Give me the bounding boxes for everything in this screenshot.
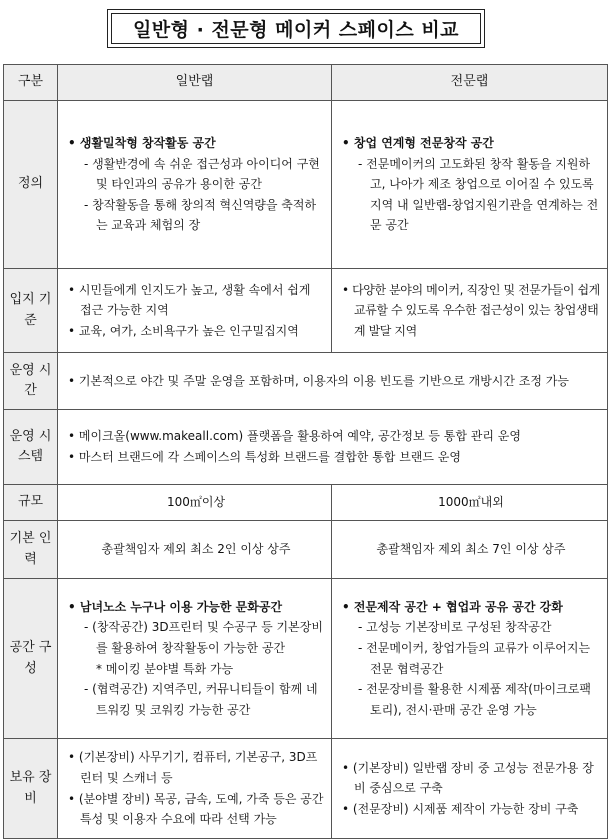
row-label-location: 입지 기준 [4, 269, 58, 353]
equipment-general [58, 739, 332, 839]
list-item: - (창작공간) 3D프린터 및 수공구 등 기본장비를 활용하여 창작활동이 가능한 공간 [84, 620, 323, 655]
list-item: - 전문메이커, 창업가들의 교류가 이루어지는 전문 협력공간 [358, 640, 591, 676]
row-scale [4, 485, 608, 521]
row-hours [4, 353, 608, 410]
definition-expert [332, 101, 608, 269]
header-category: 구분 [4, 65, 58, 101]
staff-expert: 총괄책임자 제외 최소 7인 이상 상주 [332, 521, 608, 579]
list-item: - 고성능 기본장비로 구성된 창작공간 [358, 620, 552, 635]
header-general-lab: 일반랩 [58, 65, 332, 101]
location-expert [332, 269, 608, 353]
list-item: - 전문메이커의 고도화된 창작 활동을 지원하고, 나아가 제조 창업으로 이어질 수 있도록 지역 내 일반랩-창업지원기관을 연계하는 전문 공간 [358, 156, 599, 233]
list-item: * 메이킹 분야별 특화 가능 [96, 661, 234, 676]
row-equipment [4, 739, 608, 839]
list-item: • 생활밀착형 창작활동 공간 [68, 135, 216, 150]
document-title: 일반형 · 전문형 메이커 스페이스 비교 [132, 19, 460, 41]
header-row [4, 65, 608, 101]
list-item: - 전문장비를 활용한 시제품 제작(마이크로팩토리), 전시·판매 공간 운영 가능 [358, 682, 591, 717]
list-item: • 창업 연계형 전문창작 공간 [342, 135, 494, 150]
scale-general: 100㎡이상 [58, 485, 332, 521]
definition-general [58, 101, 332, 269]
row-label-space: 공간 구성 [4, 579, 58, 739]
header-expert-lab: 전문랩 [332, 65, 608, 101]
list-item: • 메이크올(www.makeall.com) 플랫폼을 활용하여 예약, 공간정보 등 통합 관리 운영 [68, 429, 521, 444]
list-item: • 남녀노소 누구나 이용 가능한 문화공간 [68, 599, 283, 614]
row-label-hours: 운영 시간 [4, 353, 58, 410]
row-location [4, 269, 608, 353]
list-item: • (기본장비) 일반랩 장비 중 고성능 전문가용 장비 중심으로 구축 [342, 760, 594, 796]
space-general [58, 579, 332, 739]
list-item: • 전문제작 공간 + 협업과 공유 공간 강화 [342, 599, 563, 614]
staff-general: 총괄책임자 제외 최소 2인 이상 상주 [58, 521, 332, 579]
row-staff [4, 521, 608, 579]
row-label-staff: 기본 인력 [4, 521, 58, 579]
list-item: • (분야별 장비) 목공, 금속, 도예, 가죽 등은 공간 특성 및 이용자 수요에 따라 선택 가능 [68, 791, 324, 827]
location-general [58, 269, 332, 353]
row-definition [4, 101, 608, 269]
row-label-definition: 정의 [4, 101, 58, 269]
list-item: - 창작활동을 통해 창의적 혁신역량을 축적하는 교육과 체험의 장 [84, 197, 317, 233]
space-expert [332, 579, 608, 739]
title-box [107, 9, 485, 48]
list-item: - 생활반경에 속 쉬운 접근성과 아이디어 구현 및 타인과의 공유가 용이한 공간 [84, 156, 320, 192]
list-item: • 마스터 브랜드에 각 스페이스의 특성화 브랜드를 결합한 통합 브랜드 운영 [68, 450, 461, 464]
row-label-equipment: 보유 장비 [4, 739, 58, 839]
list-item: • (전문장비) 시제품 제작이 가능한 장비 구축 [342, 801, 579, 816]
row-label-scale: 규모 [4, 485, 58, 521]
row-system [4, 410, 608, 485]
hours-both [58, 353, 608, 410]
list-item: • 기본적으로 야간 및 주말 운영을 포함하며, 이용자의 이용 빈도를 기반으로 개방시간 조정 가능 [68, 373, 569, 388]
equipment-expert [332, 739, 608, 839]
list-item: - (협력공간) 지역주민, 커뮤니티들이 함께 네트워킹 및 코워킹 가능한 공간 [84, 682, 318, 717]
list-item: • 시민들에게 인지도가 높고, 생활 속에서 쉽게 접근 가능한 지역 [68, 282, 311, 318]
list-item: • (기본장비) 사무기기, 컴퓨터, 기본공구, 3D프린터 및 스캐너 등 [68, 750, 318, 785]
row-label-system: 운영 시스템 [4, 410, 58, 485]
row-space [4, 579, 608, 739]
list-item: • 교육, 여가, 소비욕구가 높은 인구밀집지역 [68, 323, 299, 338]
system-both [58, 410, 608, 485]
list-item: • 다양한 분야의 메이커, 직장인 및 전문가들이 쉽게 교류할 수 있도록 우수한 접근성이 있는 창업생태계 발달 지역 [342, 282, 600, 338]
scale-expert: 1000㎡내외 [332, 485, 608, 521]
comparison-table [3, 64, 608, 839]
